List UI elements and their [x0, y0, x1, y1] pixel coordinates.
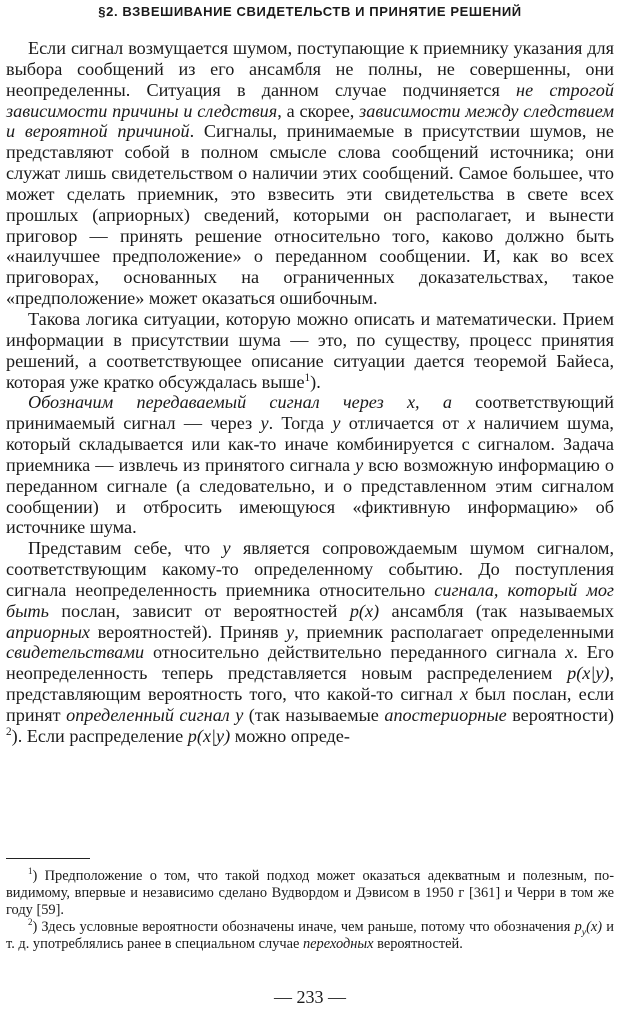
text-run: , а скорее,	[277, 100, 360, 121]
italic-run: априорных	[6, 621, 90, 642]
text-run: ) Предположение о том, что такой подход может оказаться адекватным и полезным, по-видимому, впервые и независимо сделано Вудвордом и Дэвисом в 1950 г [361] и Черри в том же году [59].	[6, 868, 614, 918]
italic-run: свидетельствами	[6, 642, 145, 663]
text-run: ансамбля (так называемых	[379, 600, 614, 621]
italic-run: (x)	[586, 919, 603, 935]
italic-run: y	[355, 454, 364, 475]
text-run: отличается от	[340, 413, 468, 434]
text-run: и т. д. употреблялись ранее в специальном случае	[6, 919, 614, 952]
italic-run: , а	[415, 392, 476, 413]
text-run: Представим себе, что	[28, 538, 223, 559]
text-run: вероятностей). Приняв	[89, 621, 287, 642]
italic-run: x	[467, 413, 476, 434]
page-number: — 233 —	[274, 987, 346, 1007]
italic-run: p(x)	[349, 600, 380, 621]
footnotes	[6, 868, 614, 953]
paragraph	[6, 309, 614, 392]
text-run: вероятности)	[506, 705, 614, 725]
text-run: , представляющим вероятность того, что какой-то сигнал	[6, 663, 614, 705]
text-run: ) Здесь условные вероятности обозначены иначе, чем раньше, потому что обозначения	[32, 919, 575, 935]
italic-run: определенный сигнал y	[66, 705, 244, 725]
paragraph	[6, 538, 614, 746]
text-run: был послан, если принят	[6, 684, 614, 725]
text-run: всю возможную информацию о переданном сигнале (а следовательно, и о представленном этим сигналом сообщении) и отбросить имеющуюся «фиктивную информацию» об источнике шума.	[6, 454, 614, 538]
main-text	[6, 38, 614, 747]
text-run: послан, зависит от вероятностей	[48, 600, 350, 621]
text-run: Такова логика ситуации, которую можно описать и математически. Прием информации в присутствии шума — это, по существу, процесс принятия решений, а соответствующее описание ситуации дается теоремой Байеса, которая уже кратко обсуждалась выше	[6, 308, 614, 392]
footnote-separator	[6, 858, 90, 859]
text-run: вероятностей.	[373, 936, 463, 952]
italic-run: p(x|y)	[187, 725, 231, 746]
italic-run: сигнала, который мог быть	[6, 579, 615, 621]
italic-run: y	[332, 413, 341, 434]
running-header: §2. ВЗВЕШИВАНИЕ СВИДЕТЕЛЬСТВ И ПРИНЯТИЕ РЕШЕНИЙ	[98, 4, 522, 19]
text-run: ).	[310, 371, 321, 392]
footnote-ref: 1	[304, 371, 311, 384]
footnote-ref: 1	[28, 866, 33, 877]
italic-run: не строгой зависимости причины и следствия	[6, 79, 614, 121]
text-run: ). Если распределение	[11, 725, 188, 746]
italic-run: Обозначим передаваемый сигнал через	[28, 392, 407, 413]
paragraph	[6, 38, 614, 309]
footnote	[6, 919, 614, 953]
text-run: . Его неопределенность теперь представляется новым распределением	[6, 642, 614, 684]
paragraph	[6, 392, 614, 538]
italic-run: x	[565, 642, 574, 663]
footnote	[6, 868, 614, 919]
text-run: является сопровождаемым шумом сигналом, соответствующим какому-то определенному событию. До поступления сигнала неопределенность приемника относительно	[6, 538, 614, 600]
text-run: можно опреде-	[230, 725, 350, 746]
footnote-ref: 2	[6, 725, 12, 738]
italic-run: p(x|y)	[567, 663, 610, 684]
text-run: относительно действительно переданного сигнала	[144, 642, 566, 663]
italic-run: апостериорные	[384, 705, 507, 725]
text-run: . Сигналы, принимаемые в присутствии шумов, не представляют собой в полном смысле слова сообщений источника; они служат лишь свидетельством о наличии этих сообщений. Самое большее, что может сделать приемник, это взвесить эти свидетельства в свете всех прошлых (априорных) сведений, которыми он располагает, и вынести приговор — принять решение относительно того, каково должно быть «наилучшее предположение» о переданном сообщении. И, как во всех приговорах, основанных на ограниченных доказательствах, такое «предположение» может оказаться ошибочным.	[6, 121, 614, 309]
italic-run: p	[574, 919, 582, 935]
italic-run: x	[459, 684, 468, 705]
italic-run: y	[222, 538, 231, 559]
text-run: соответствующий принимаемый сигнал — через	[6, 392, 615, 434]
italic-run: y	[286, 621, 295, 642]
text-run: Если сигнал возмущается шумом, поступающие к приемнику указания для выбора сообщений из его ансамбля не полны, не совершенны, они неопределенны. Ситуация в данном случае подчиняется	[6, 38, 614, 100]
text-run: (так называемые	[243, 705, 385, 725]
text-run: наличием шума, который складывается или как-то иначе комбинируется с сигналом. Задача приемника — извлечь из принятого сигнала	[6, 413, 614, 475]
italic-run: y	[260, 413, 269, 434]
italic-run: переходных	[302, 936, 374, 952]
footnote-ref: 2	[28, 917, 33, 928]
subscript: y	[581, 926, 587, 938]
text-run: . Тогда	[268, 413, 333, 434]
italic-run: x	[406, 392, 416, 413]
italic-run: зависимости между следствием и вероятной причиной	[6, 100, 614, 142]
text-run: , приемник располагает определенными	[294, 621, 614, 642]
